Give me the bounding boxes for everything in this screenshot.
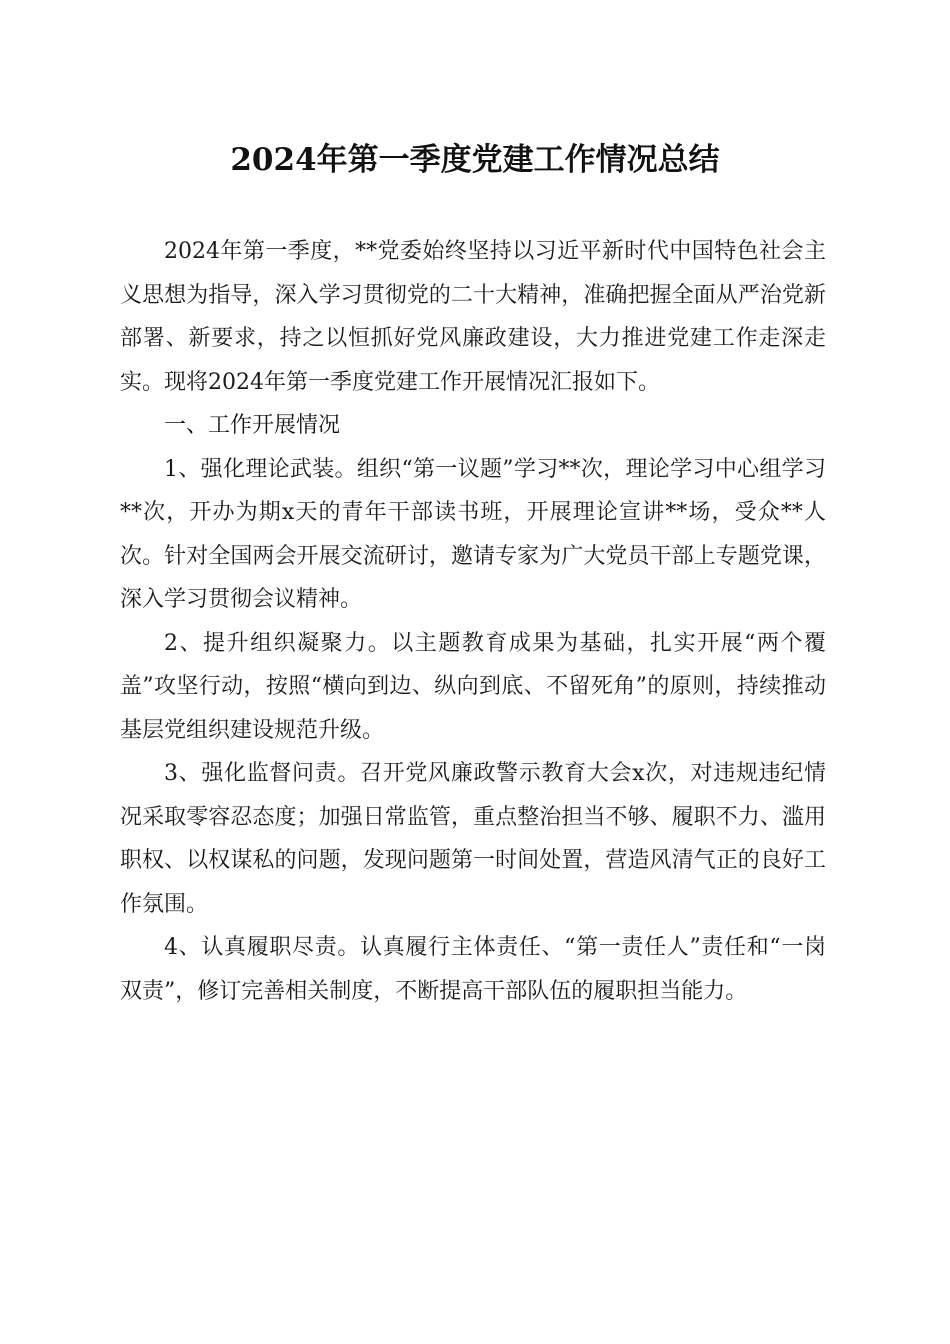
document-body [120, 230, 826, 1013]
item-paragraph-4: 4、认真履职尽责。认真履行主体责任、“第一责任人”责任和“一岗双责”，修订完善相关制度，不断提高干部队伍的履职担当能力。 [120, 935, 826, 1004]
section-heading: 一、工作开展情况 [164, 413, 341, 438]
page-title: 2024年第一季度党建工作情况总结 [230, 142, 720, 178]
intro-paragraph: 2024年第一季度，**党委始终坚持以习近平新时代中国特色社会主义思想为指导，深入学习贯彻党的二十大精神，准确把握全面从严治党新部署、新要求，持之以恒抓好党风廉政建设，大力推进党建工作走深走实。现将2024年第一季度党建工作开展情况汇报如下。 [120, 239, 826, 395]
item-paragraph-2: 2、提升组织凝聚力。以主题教育成果为基础，扎实开展“两个覆盖”攻坚行动，按照“横向到边、纵向到底、不留死角”的原则，持续推动基层党组织建设规范升级。 [120, 630, 826, 743]
item-paragraph-3: 3、强化监督问责。召开党风廉政警示教育大会x次，对违规违纪情况采取零容忍态度；加强日常监管，重点整治担当不够、履职不力、滥用职权、以权谋私的问题，发现问题第一时间处置，营造风清气正的良好工作氛围。 [120, 761, 826, 917]
item-paragraph-1: 1、强化理论武装。组织“第一议题”学习**次，理论学习中心组学习**次，开办为期x天的青年干部读书班，开展理论宣讲**场，受众**人次。针对全国两会开展交流研讨，邀请专家为广大党员干部上专题党课，深入学习贯彻会议精神。 [120, 456, 826, 612]
